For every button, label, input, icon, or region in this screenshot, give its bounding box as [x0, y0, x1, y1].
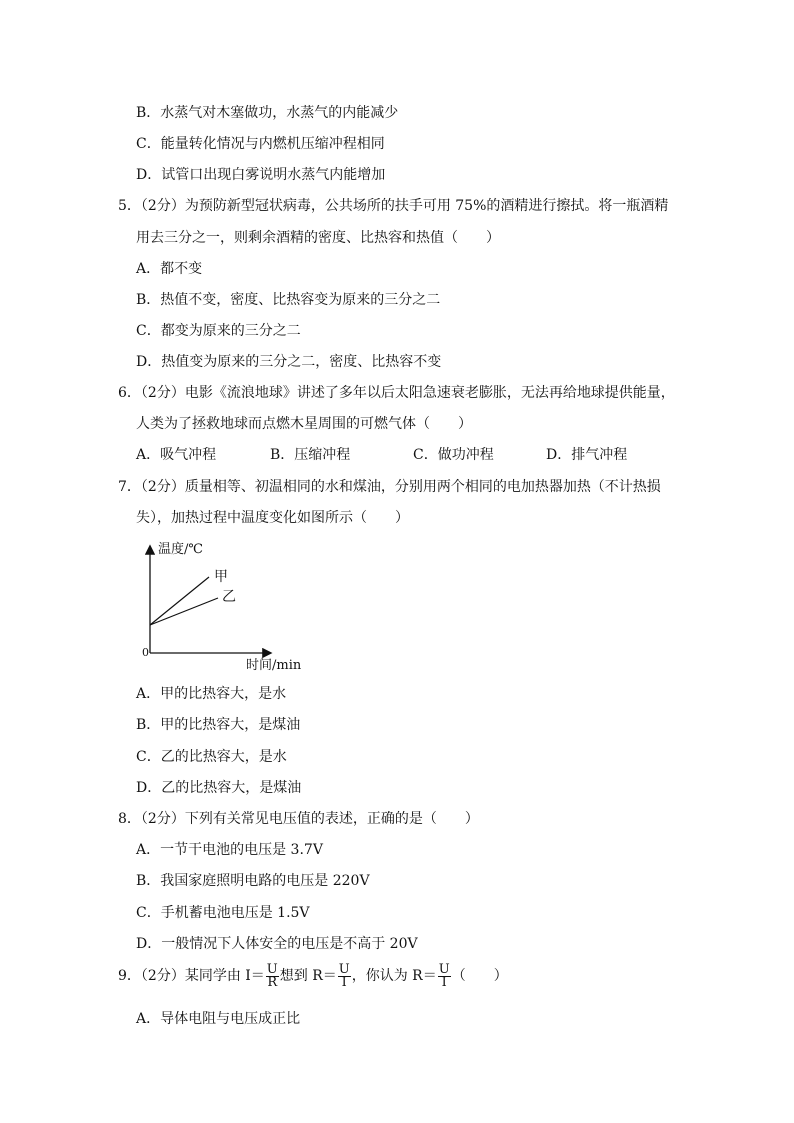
q8-option-b: B．我国家庭照明电路的电压是 220V: [136, 873, 370, 889]
q7-temperature-graph: [136, 535, 316, 675]
q5-option-c: C．都变为原来的三分之二: [136, 323, 301, 339]
q6-stem-line1: 6．（2分）电影《流浪地球》讲述了多年以后太阳急速衰老膨胀，无法再给地球提供能量，: [118, 385, 675, 401]
fraction-u-over-i-2: $\frac{U}{I}$: [438, 961, 450, 990]
q5-option-a: A．都不变: [136, 261, 203, 277]
q6-option-c: C．做功冲程: [413, 447, 494, 463]
q6-stem-line2: 人类为了拯救地球而点燃木星周围的可燃气体（ ）: [136, 416, 472, 432]
x-axis-label: 时间/min: [246, 658, 302, 673]
origin-label: 0: [142, 646, 149, 659]
q5-option-d: D．热值变为原来的三分之二，密度、比热容不变: [136, 354, 442, 370]
q6-option-a: A．吸气冲程: [136, 447, 217, 463]
q8-option-c: C．手机蓄电池电压是 1.5V: [136, 905, 310, 921]
fraction-u-over-i-1: $\frac{U}{I}$: [338, 961, 350, 990]
q8-stem: 8．（2分）下列有关常见电压值的表述，正确的是（ ）: [118, 811, 479, 827]
q5-stem-line2: 用去三分之一，则剩余酒精的密度、比热容和热值（ ）: [136, 230, 500, 246]
q6-option-d: D．排气冲程: [546, 447, 628, 463]
q9-prefix: 9．（2分）某同学由 I＝: [118, 968, 265, 984]
q6-option-b: B．压缩冲程: [270, 447, 351, 463]
q9-suffix: （ ）: [451, 968, 508, 984]
series-label-yi: 乙: [222, 589, 236, 605]
q9-mid1: 想到 R＝: [279, 968, 337, 984]
q5-stem-line1: 5．（2分）为预防新型冠状病毒，公共场所的扶手可用 75%的酒精进行擦拭。将一瓶酒精: [118, 198, 669, 214]
q9-mid2: ，你认为 R＝: [351, 968, 437, 984]
q9-stem: [118, 962, 508, 990]
q4-option-d: D．试管口出现白雾说明水蒸气内能增加: [136, 167, 386, 183]
q7-option-c: C．乙的比热容大，是水: [136, 749, 287, 765]
series-line-yi: [150, 598, 218, 625]
series-line-jia: [150, 577, 209, 625]
fraction-u-over-r: $\frac{U}{R}$: [266, 961, 278, 990]
q7-stem-line1: 7．（2分）质量相等、初温相同的水和煤油，分别用两个相同的电加热器加热（不计热损: [118, 479, 661, 495]
q9-option-a: A．导体电阻与电压成正比: [136, 1011, 301, 1027]
q7-stem-line2: 失），加热过程中温度变化如图所示（ ）: [136, 510, 409, 526]
y-axis-label: 温度/℃: [158, 542, 203, 557]
series-label-jia: 甲: [214, 569, 228, 585]
q5-option-b: B．热值不变，密度、比热容变为原来的三分之二: [136, 292, 441, 308]
q4-option-c: C．能量转化情况与内燃机压缩冲程相同: [136, 136, 385, 152]
q7-option-b: B．甲的比热容大，是煤油: [136, 717, 301, 733]
q8-option-a: A．一节干电池的电压是 3.7V: [136, 842, 323, 858]
q7-option-a: A．甲的比热容大，是水: [136, 686, 287, 702]
q8-option-d: D．一般情况下人体安全的电压是不高于 20V: [136, 936, 418, 952]
q4-option-b: B．水蒸气对木塞做功，水蒸气的内能减少: [136, 105, 399, 121]
q7-option-d: D．乙的比热容大，是煤油: [136, 780, 302, 796]
